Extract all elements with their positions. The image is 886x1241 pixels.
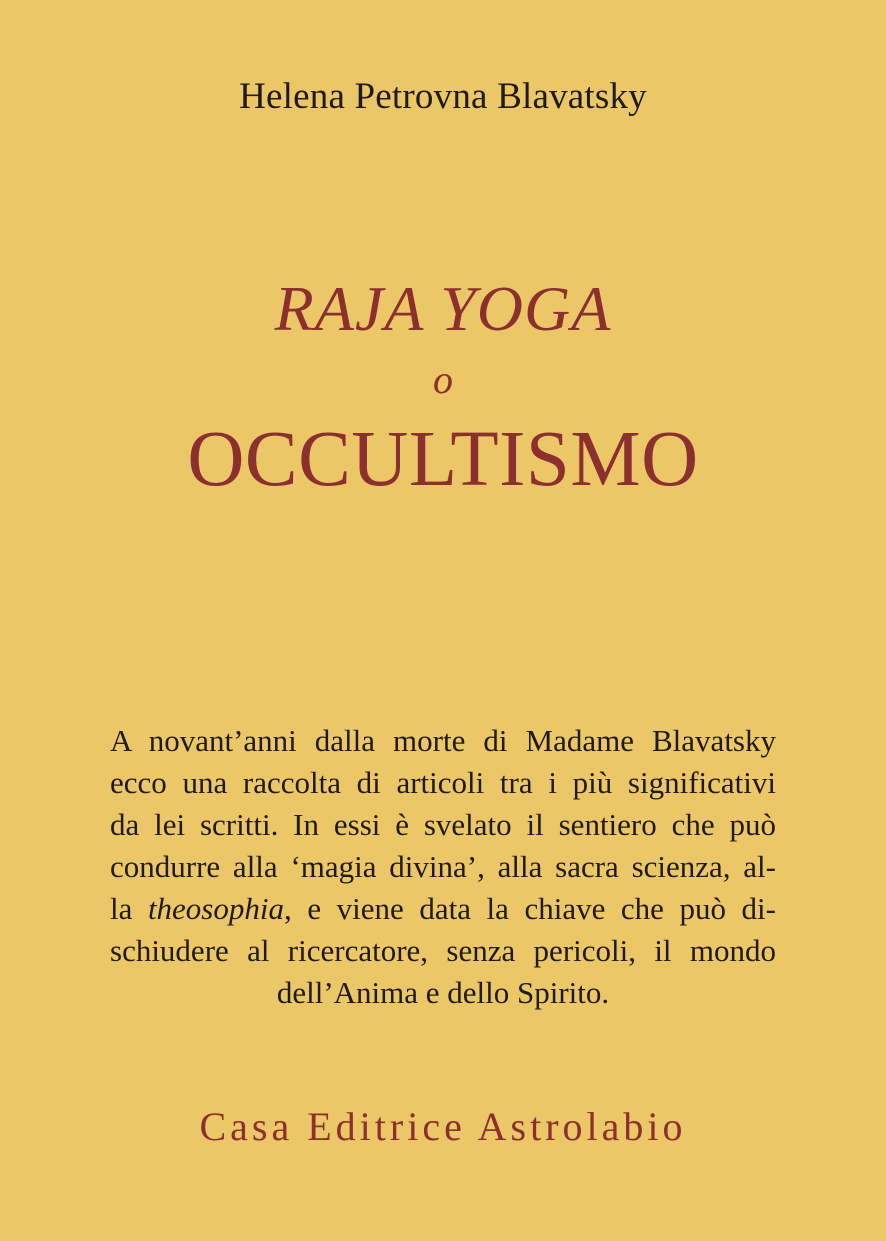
- title-connector: o: [433, 357, 453, 402]
- blurb-line: [110, 888, 776, 930]
- blurb-line: da lei scritti. In essi è svelato il sentiero che può: [110, 807, 776, 842]
- blurb-italic-term: theosophia: [147, 891, 284, 926]
- blurb-line: condurre alla ‘magia divina’, alla sacra scienza, al-: [110, 849, 776, 884]
- title-line-1: RAJA YOGA: [274, 273, 612, 344]
- blurb-paragraph: [110, 720, 776, 1014]
- blurb-line: dell’Anima e dello Spirito.: [276, 975, 610, 1010]
- blurb-line: schiudere al ricercatore, senza pericoli, il mondo: [110, 933, 776, 968]
- blurb-text: la: [110, 891, 148, 926]
- blurb-line: A novant’anni dalla morte di Madame Blavatsky: [110, 723, 776, 758]
- blurb-line: ecco una raccolta di articoli tra i più significativi: [110, 765, 776, 800]
- title-line-2: OCCULTISMO: [187, 416, 699, 503]
- publisher-name: Casa Editrice Astrolabio: [199, 1104, 687, 1149]
- author-name: Helena Petrovna Blavatsky: [239, 76, 647, 117]
- blurb-text: , e viene data la chiave che può di-: [284, 891, 776, 926]
